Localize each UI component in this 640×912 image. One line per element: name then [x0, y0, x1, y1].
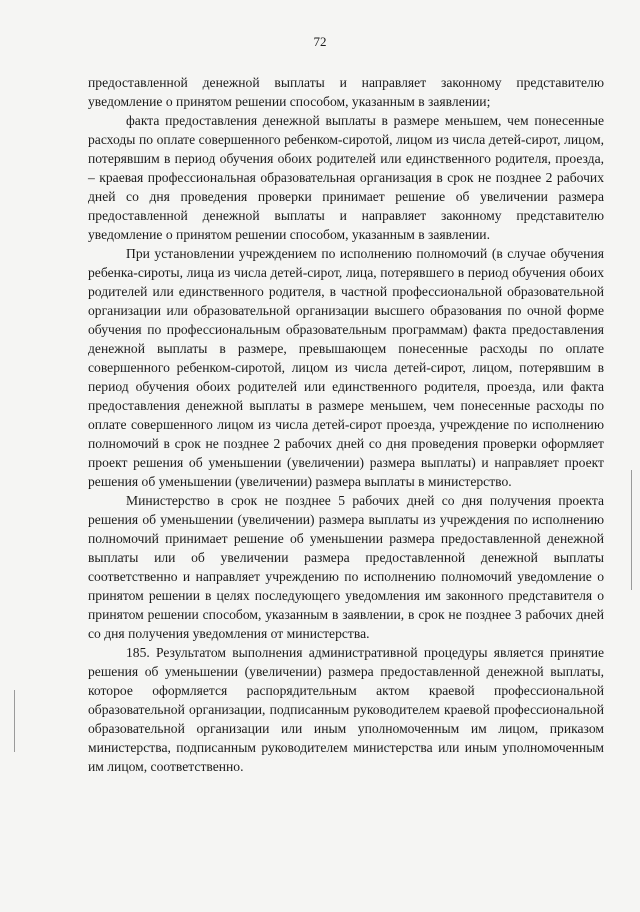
page-number: 72 — [313, 34, 327, 49]
paragraph-continuation: предоставленной денежной выплаты и направляет законному представителю уведомление о принятом решении способом, указанным в заявлении; — [88, 75, 604, 109]
document-body — [88, 73, 604, 776]
scan-edge-line — [14, 690, 15, 752]
paragraph-decrease-increase-fact: факта предоставления денежной выплаты в размере меньшем, чем понесенные расходы по оплате совершенного ребенком-сиротой, лицом из числа детей-сирот, лицом, потерявшим в период обучения обоих родителей или единственного родителя, проезда, – краевая профессиональная образовательная организация в срок не позднее 2 рабочих дней со дня проведения проверки принимает решение об увеличении размера предоставленной денежной выплаты и направляет законному представителю уведомление о принятом решении способом, указанным в заявлении. — [88, 113, 604, 242]
paragraph-185-result: 185. Результатом выполнения административной процедуры является принятие решения об уменьшении (увеличении) размера предоставленной денежной выплаты, которое оформляется распорядительным актом краевой профессиональной образовательной организации, подписанным руководителем краевой профессиональной образовательной организации или иным уполномоченным им лицом, приказом министерства, подписанным руководителем министерства или иным уполномоченным им лицом, соответственно. — [88, 645, 604, 774]
paragraph-ministry-decision: Министерство в срок не позднее 5 рабочих дней со дня получения проекта решения об уменьшении (увеличении) размера выплаты из учреждения по исполнению полномочий принимает решение об уменьшении размера предоставленной денежной выплаты или об увеличении размера предоставленной денежной выплаты соответственно и направляет учреждению по исполнению полномочий уведомление о принятом решении в целях последующего уведомления им законного представителя о принятом решении способом, указанным в заявлении, в срок не позднее 3 рабочих дней со дня получения уведомления от министерства. — [88, 493, 604, 641]
scan-edge-line — [631, 470, 632, 590]
paragraph-institution-finding: При установлении учреждением по исполнению полномочий (в случае обучения ребенка-сироты, лица из числа детей-сирот, лица, потерявшего в период обучения обоих родителей или единственного родителя, в частной профессиональной образовательной организации или образовательной организации высшего образования по очной форме обучения по профессиональным образовательным программам) факта предоставления денежной выплаты в размере, превышающем понесенные расходы по оплате совершенного ребенком-сиротой, лицом из числа детей-сирот, лицом, потерявшим в период обучения обоих родителей или единственного родителя, проезда, или факта предоставления денежной выплаты в размере меньшем, чем понесенные расходы по оплате совершенного лицом из числа детей-сирот проезда, учреждение по исполнению полномочий в срок не позднее 2 рабочих дней со дня проведения проверки оформляет проект решения об уменьшении (увеличении) размера выплаты) и направляет проект решения об уменьшении (увеличении) размера выплаты в министерство. — [88, 246, 604, 489]
